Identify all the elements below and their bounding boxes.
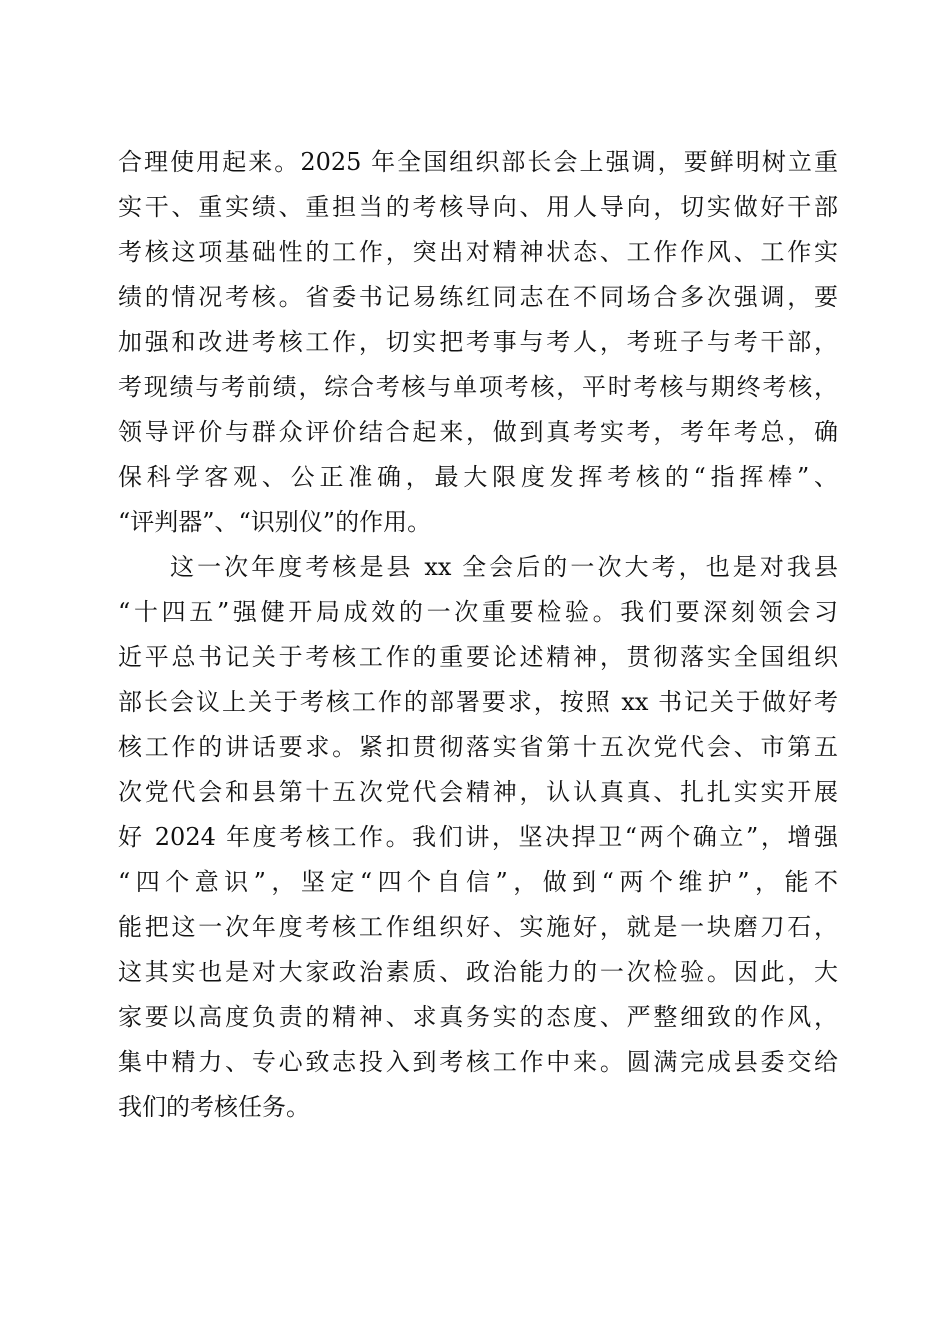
text-line: “评判器”、“识别仪”的作用。 — [118, 508, 432, 536]
paragraph-1 — [118, 140, 838, 545]
text-line: 次党代会和县第十五次党代会精神，认认真真、扎扎实实开展 — [118, 778, 838, 806]
text-line: 好 2024 年度考核工作。我们讲，坚决捍卫“两个确立”，增强 — [118, 823, 838, 851]
text-line: 考核这项基础性的工作，突出对精神状态、工作作风、工作实 — [118, 238, 838, 266]
paragraph-2 — [118, 545, 838, 1130]
text-line: 部长会议上关于考核工作的部署要求，按照 xx 书记关于做好考 — [118, 688, 838, 716]
text-line: 绩的情况考核。省委书记易练红同志在不同场合多次强调，要 — [118, 283, 838, 311]
text-line: 领导评价与群众评价结合起来，做到真考实考，考年考总，确 — [118, 418, 838, 446]
text-line: 保科学客观、公正准确，最大限度发挥考核的“指挥棒”、 — [118, 463, 838, 491]
text-line: 核工作的讲话要求。紧扣贯彻落实省第十五次党代会、市第五 — [118, 733, 838, 761]
text-line: 加强和改进考核工作，切实把考事与考人，考班子与考干部， — [118, 328, 838, 356]
text-line: “十四五”强健开局成效的一次重要检验。我们要深刻领会习 — [118, 598, 838, 626]
text-line: 这一次年度考核是县 xx 全会后的一次大考，也是对我县 — [170, 553, 838, 581]
text-line: 集中精力、专心致志投入到考核工作中来。圆满完成县委交给 — [118, 1048, 838, 1076]
text-line: 合理使用起来。2025 年全国组织部长会上强调，要鲜明树立重 — [118, 148, 838, 176]
text-line: 近平总书记关于考核工作的重要论述精神，贯彻落实全国组织 — [118, 643, 838, 671]
text-line: 实干、重实绩、重担当的考核导向、用人导向，切实做好干部 — [118, 193, 838, 221]
text-line: 我们的考核任务。 — [118, 1093, 310, 1121]
text-line: 能把这一次年度考核工作组织好、实施好，就是一块磨刀石， — [118, 913, 838, 941]
text-line: 这其实也是对大家政治素质、政治能力的一次检验。因此，大 — [118, 958, 838, 986]
text-line: 家要以高度负责的精神、求真务实的态度、严整细致的作风， — [118, 1003, 838, 1031]
document-body — [118, 140, 838, 1130]
text-line: 考现绩与考前绩，综合考核与单项考核，平时考核与期终考核， — [118, 373, 838, 401]
text-line: “四个意识”，坚定“四个自信”，做到“两个维护”，能不 — [118, 868, 838, 896]
